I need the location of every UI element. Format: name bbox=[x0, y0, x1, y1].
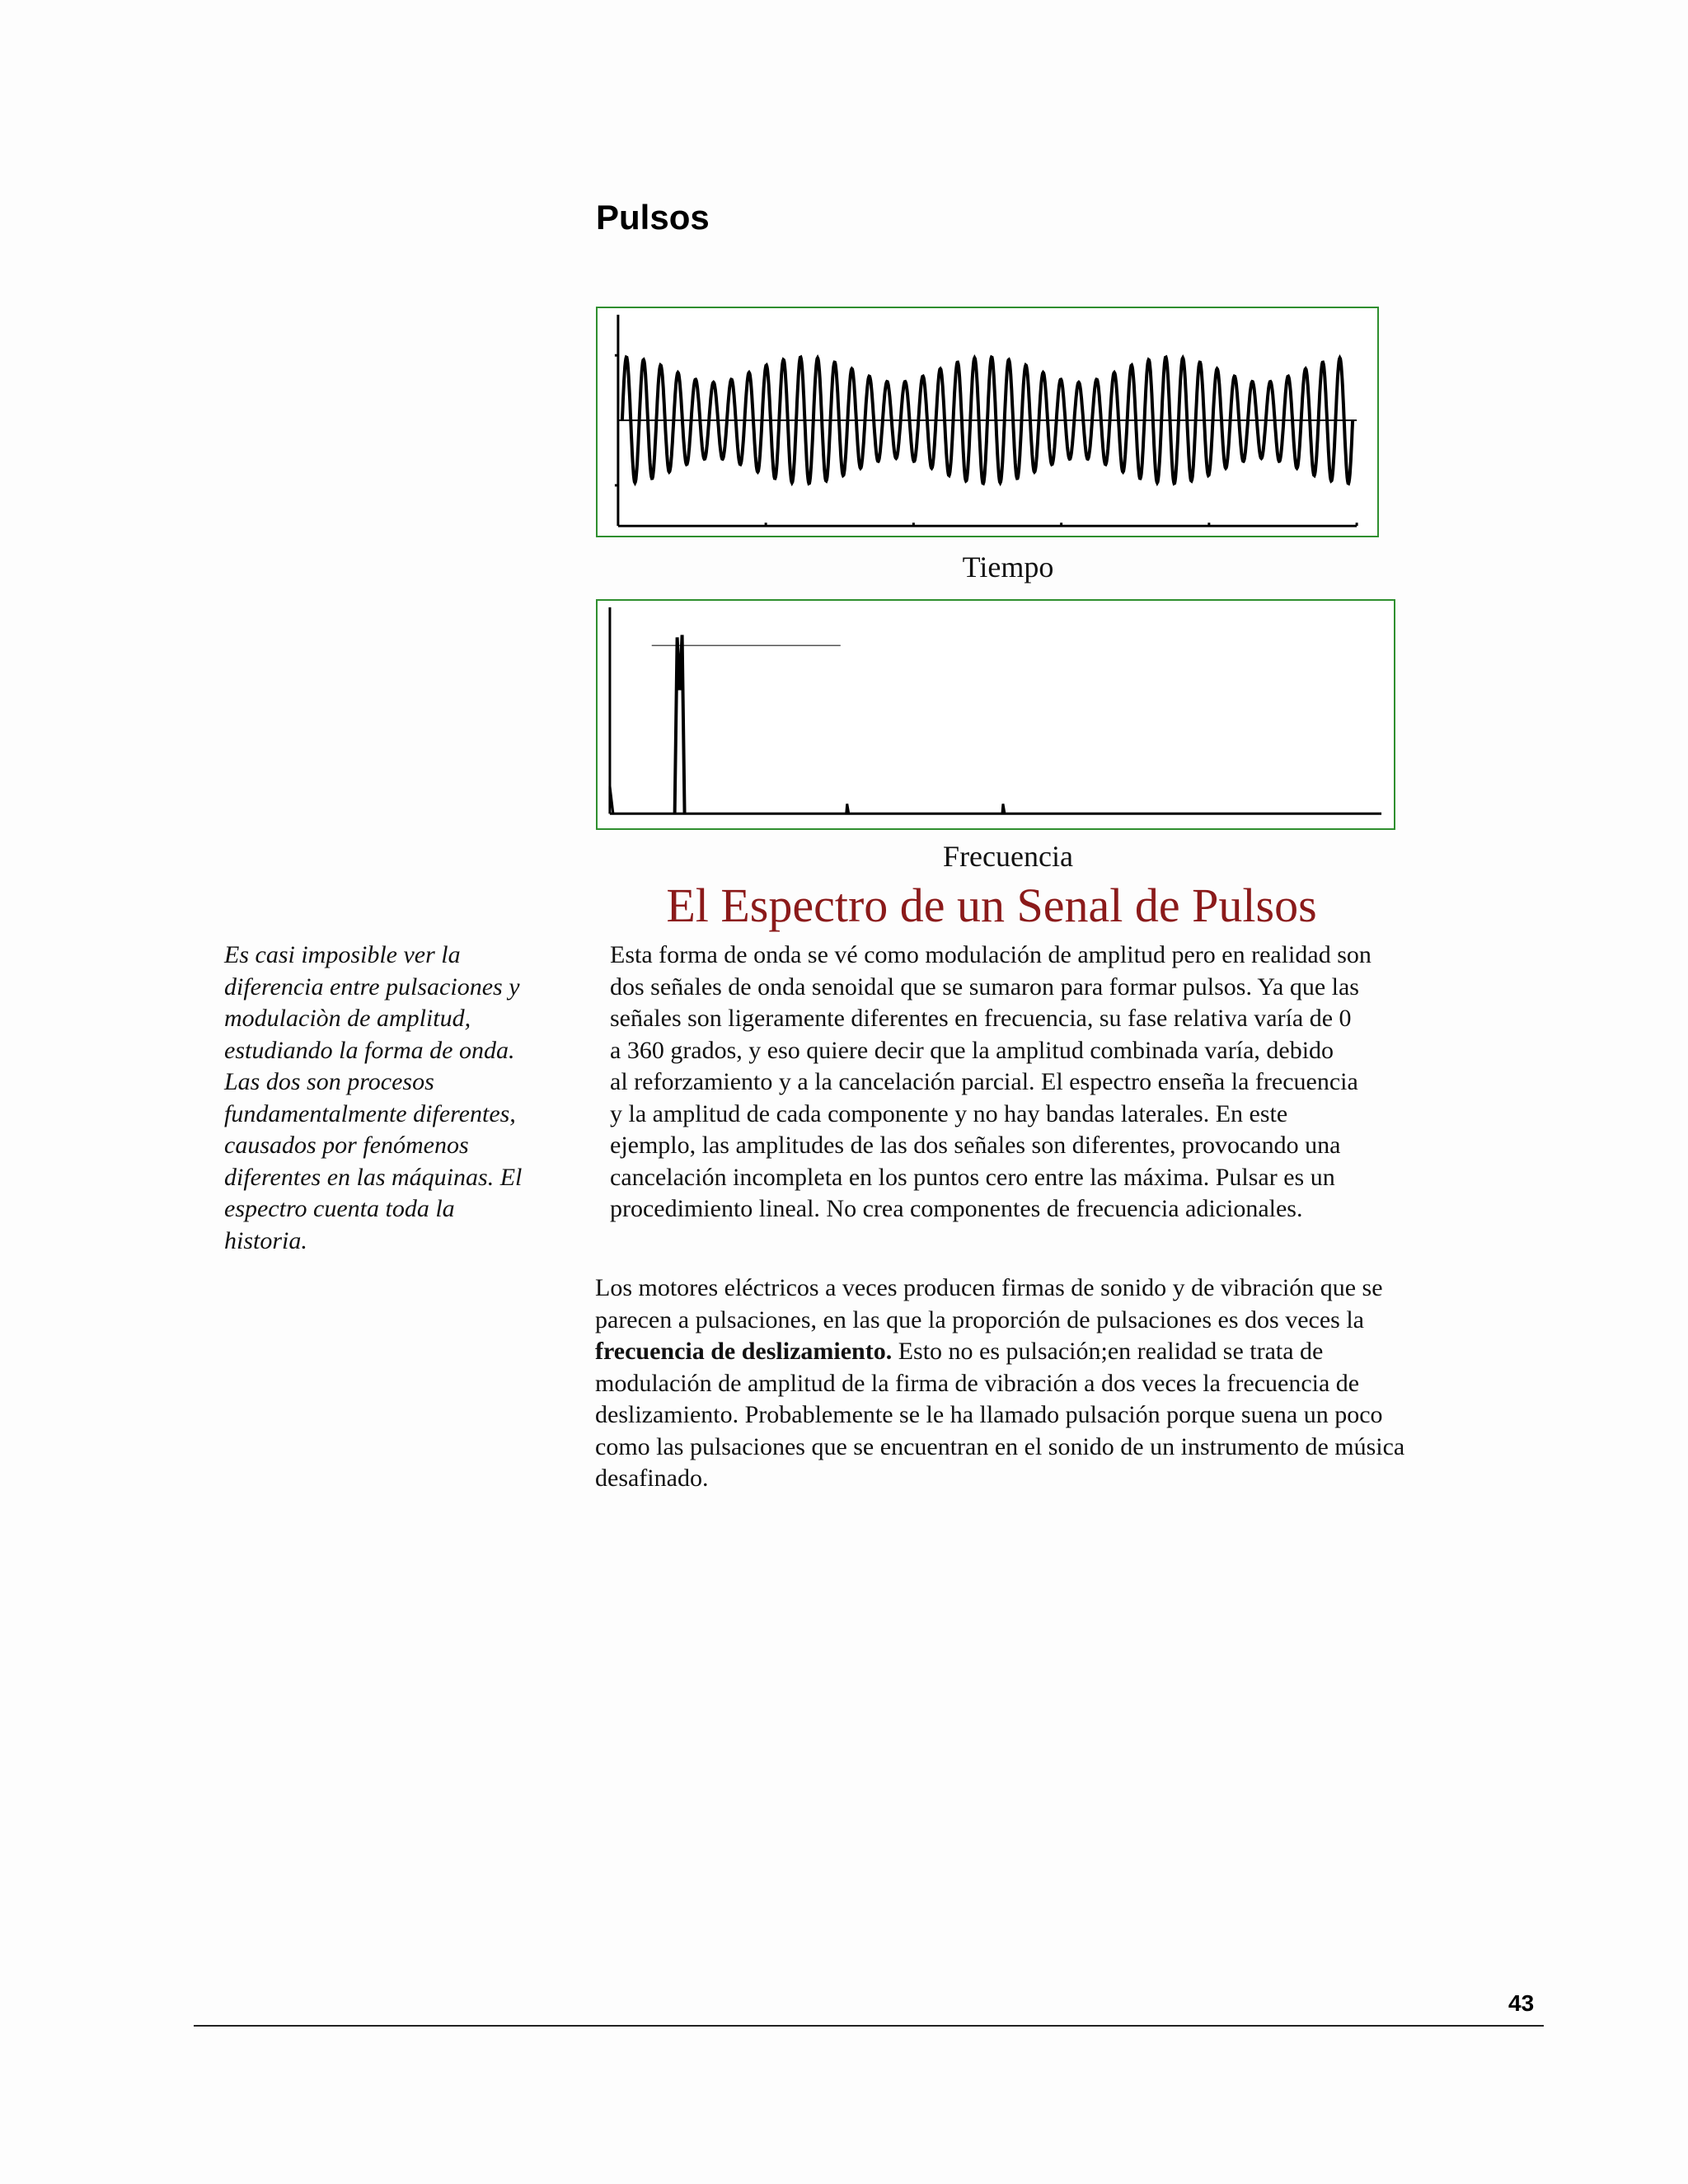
margin-note bbox=[224, 940, 570, 1257]
paragraph-line: desafinado. bbox=[595, 1465, 709, 1492]
harmonic-peak-1 bbox=[846, 804, 849, 813]
paragraph-line: parecen a pulsaciones, en las que la proporción de pulsaciones es dos veces la bbox=[595, 1305, 1364, 1333]
paragraph-line: ejemplo, las amplitudes de las dos señales son diferentes, provocando una bbox=[610, 1132, 1341, 1159]
paragraph-line-with-bold bbox=[595, 1336, 1404, 1368]
page-number: 43 bbox=[1508, 1990, 1535, 2016]
section-title: Pulsos bbox=[596, 198, 710, 237]
paragraph-line: procedimiento lineal. No crea componentes de frecuencia adicionales. bbox=[610, 1195, 1303, 1222]
time-waveform-chart bbox=[596, 307, 1379, 537]
paragraph-line: a 360 grados, y eso quiere decir que la amplitud combinada varía, debido bbox=[610, 1036, 1334, 1064]
motor-beats-paragraph bbox=[595, 1272, 1404, 1495]
figure-title: El Espectro de un Senal de Pulsos bbox=[666, 879, 1317, 932]
frequency-spectrum-chart bbox=[596, 599, 1395, 830]
paragraph-line: modulación de amplitud de la firma de vibración a dos veces la frecuencia de bbox=[595, 1369, 1360, 1397]
margin-note-line: Es casi imposible ver la bbox=[224, 941, 461, 968]
bold-term-slip-frequency: frecuencia de deslizamiento. bbox=[595, 1338, 893, 1365]
footer-rule bbox=[194, 2025, 1544, 2027]
time-axis-caption: Tiempo bbox=[962, 551, 1054, 583]
time-waveform-plot bbox=[598, 308, 1377, 536]
paragraph-line: dos señales de onda senoidal que se sumaron para formar pulsos. Ya que las bbox=[610, 972, 1359, 1001]
margin-note-line: causados por fenómenos bbox=[224, 1132, 469, 1159]
paragraph-line: como las pulsaciones que se encuentran en el sonido de un instrumento de música bbox=[595, 1432, 1405, 1460]
margin-note-line: Las dos son procesos bbox=[224, 1068, 434, 1095]
spectrum-explanation-paragraph bbox=[610, 940, 1372, 1226]
paragraph-line-rest: Esto no es pulsación;en realidad se trata de bbox=[892, 1338, 1324, 1365]
margin-note-line: fundamentalmente diferentes, bbox=[224, 1099, 516, 1127]
paragraph-line: Esta forma de onda se vé como modulación de amplitud pero en realidad son bbox=[610, 941, 1372, 968]
paragraph-line: y la amplitud de cada componente y no hay bandas laterales. En este bbox=[610, 1099, 1288, 1127]
paragraph-line: señales son ligeramente diferentes en frecuencia, su fase relativa varía de 0 bbox=[610, 1005, 1352, 1032]
paragraph-line: Los motores eléctricos a veces producen firmas de sonido y de vibración que se bbox=[595, 1274, 1383, 1301]
paragraph-line: deslizamiento. Probablemente se le ha llamado pulsación porque suena un poco bbox=[595, 1401, 1383, 1428]
beat-component-peaks bbox=[675, 635, 685, 813]
margin-note-line: estudiando la forma de onda. bbox=[224, 1036, 515, 1064]
frequency-spectrum-plot bbox=[598, 601, 1394, 828]
margin-note-line: espectro cuenta toda la bbox=[224, 1195, 455, 1222]
margin-note-line: diferentes en las máquinas. El bbox=[224, 1163, 523, 1191]
harmonic-peak-2 bbox=[1002, 804, 1005, 813]
dc-component-peak bbox=[610, 786, 613, 814]
margin-note-line: modulaciòn de amplitud, bbox=[224, 1005, 471, 1032]
margin-note-line: diferencia entre pulsaciones y bbox=[224, 972, 520, 1001]
frequency-axis-caption: Frecuencia bbox=[943, 840, 1073, 873]
paragraph-line: al reforzamiento y a la cancelación parcial. El espectro enseña la frecuencia bbox=[610, 1068, 1358, 1095]
margin-note-line: historia. bbox=[224, 1226, 307, 1254]
paragraph-line: cancelación incompleta en los puntos cero entre las máxima. Pulsar es un bbox=[610, 1163, 1335, 1191]
